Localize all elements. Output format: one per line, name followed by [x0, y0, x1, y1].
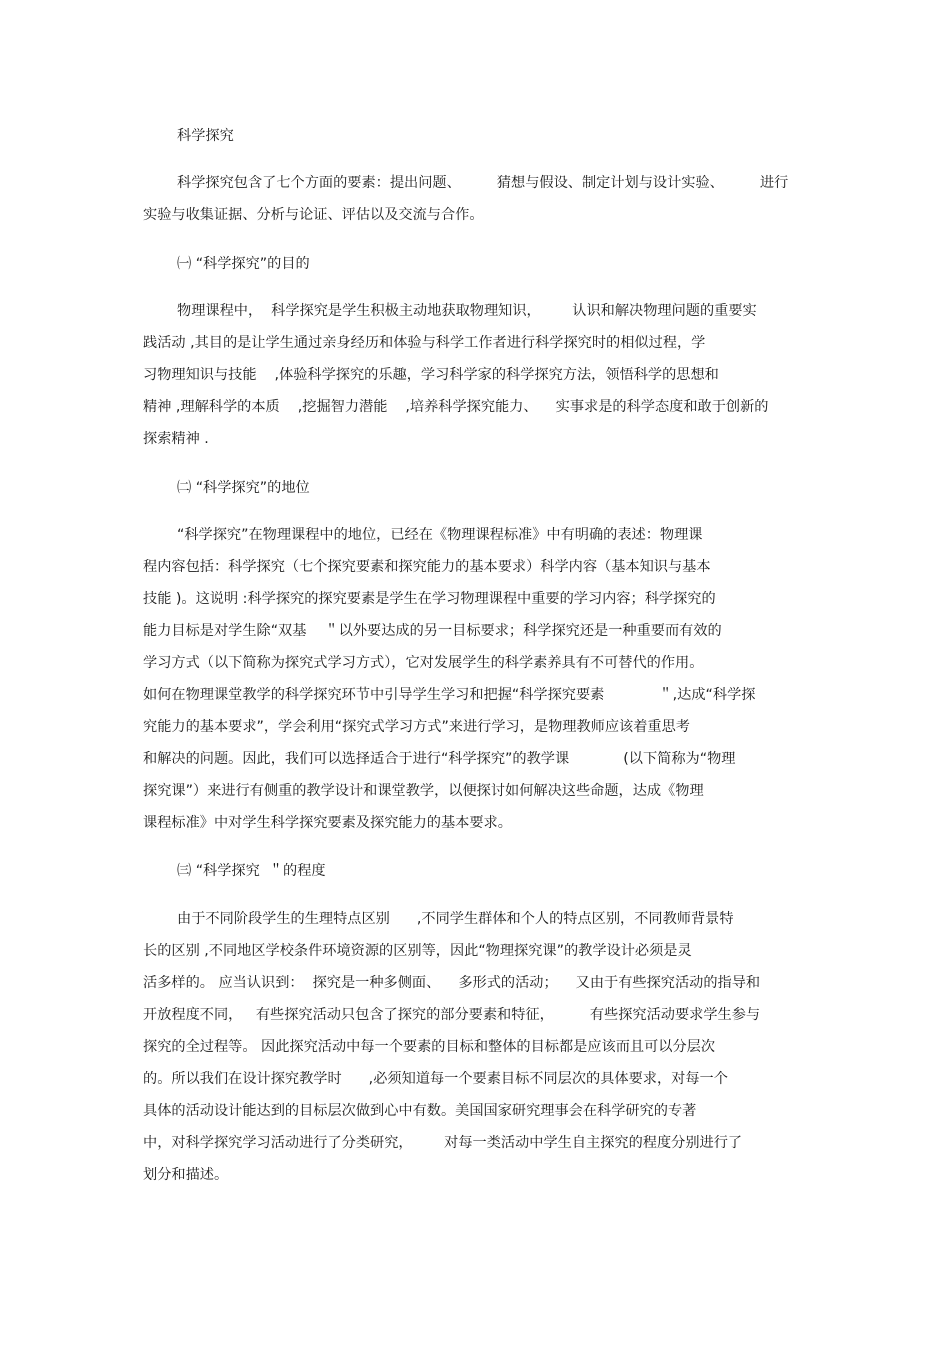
paragraph-line: 中，对科学探究学习活动进行了分类研究， 对每一类活动中学生自主探究的程度分别进行了	[143, 1135, 743, 1151]
paragraph-line: 具体的活动设计能达到的目标层次做到心中有数。美国国家研究理事会在科学研究的专著	[143, 1103, 697, 1119]
section-heading: ㈢ “科学探究 ＂的程度	[177, 863, 326, 879]
paragraph-line: 践活动 ,其目的是让学生通过亲身经历和体验与科学工作者进行科学探究时的相似过程，学	[143, 335, 706, 351]
paragraph-line: 探究的全过程等。 因此探究活动中每一个要素的目标和整体的目标都是应该而且可以分层次	[143, 1039, 716, 1055]
paragraph-line: 如何在物理课堂教学的科学探究环节中引导学生学习和把握“科学探究要素 ＂,达成“科学探	[143, 687, 756, 703]
section-heading: ㈠ “科学探究”的目的	[177, 256, 310, 272]
intro-line: 实验与收集证据、分析与论证、评估以及交流与合作。	[143, 207, 484, 223]
paragraph-line: 物理课程中， 科学探究是学生积极主动地获取物理知识， 认识和解决物理问题的重要实	[177, 303, 757, 319]
paragraph-line: 探索精神 .	[143, 431, 209, 447]
intro-line: 科学探究包含了七个方面的要素：提出问题、 猜想与假设、制定计划与设计实验、 进行	[177, 175, 789, 191]
paragraph-line: 活多样的。 应当认识到： 探究是一种多侧面、 多形式的活动； 又由于有些探究活动的指导和	[143, 975, 761, 991]
paragraph-line: 技能 )。这说明 :科学探究的探究要素是学生在学习物理课程中重要的学习内容；科学探究的	[143, 591, 716, 607]
paragraph-line: 能力目标是对学生除“双基 ＂以外要达成的另一目标要求；科学探究还是一种重要而有效的	[143, 623, 722, 639]
section-heading: ㈡ “科学探究”的地位	[177, 480, 310, 496]
paragraph-line: 长的区别 ,不同地区学校条件环境资源的区别等，因此“物理探究课”的教学设计必须是灵	[143, 943, 692, 959]
paragraph-line: 的。所以我们在设计探究教学时 ,必须知道每一个要素目标不同层次的具体要求，对每一个	[143, 1071, 728, 1087]
document-title: 科学探究	[177, 128, 234, 144]
paragraph-line: 探究课”）来进行有侧重的教学设计和课堂教学，以便探讨如何解决这些命题，达成《物理	[143, 783, 704, 799]
paragraph-line: 习物理知识与技能 ,体验科学探究的乐趣，学习科学家的科学探究方法，领悟科学的思想和	[143, 367, 719, 383]
paragraph-line: 课程标准》中对学生科学探究要素及探究能力的基本要求。	[143, 815, 512, 831]
paragraph-line: 精神 ,理解科学的本质 ,挖掘智力潜能 ,培养科学探究能力、 实事求是的科学态度和敢于创新的	[143, 399, 769, 415]
paragraph-line: 和解决的问题。因此，我们可以选择适合于进行“科学探究”的教学课 (以下简称为“物理	[143, 751, 736, 767]
paragraph-line: “科学探究”在物理课程中的地位，已经在《物理课程标准》中有明确的表述：物理课	[177, 527, 703, 543]
paragraph-line: 究能力的基本要求”，学会利用“探究式学习方式”来进行学习，是物理教师应该着重思考	[143, 719, 690, 735]
paragraph-line: 划分和描述。	[143, 1167, 229, 1183]
paragraph-line: 学习方式（以下简称为探究式学习方式），它对发展学生的科学素养具有不可替代的作用。	[143, 655, 704, 671]
paragraph-line: 程内容包括：科学探究（七个探究要素和探究能力的基本要求）科学内容（基本知识与基本	[143, 559, 711, 575]
paragraph-line: 由于不同阶段学生的生理特点区别 ,不同学生群体和个人的特点区别，不同教师背景特	[177, 911, 734, 927]
paragraph-line: 开放程度不同， 有些探究活动只包含了探究的部分要素和特征， 有些探究活动要求学生参与	[143, 1007, 761, 1023]
